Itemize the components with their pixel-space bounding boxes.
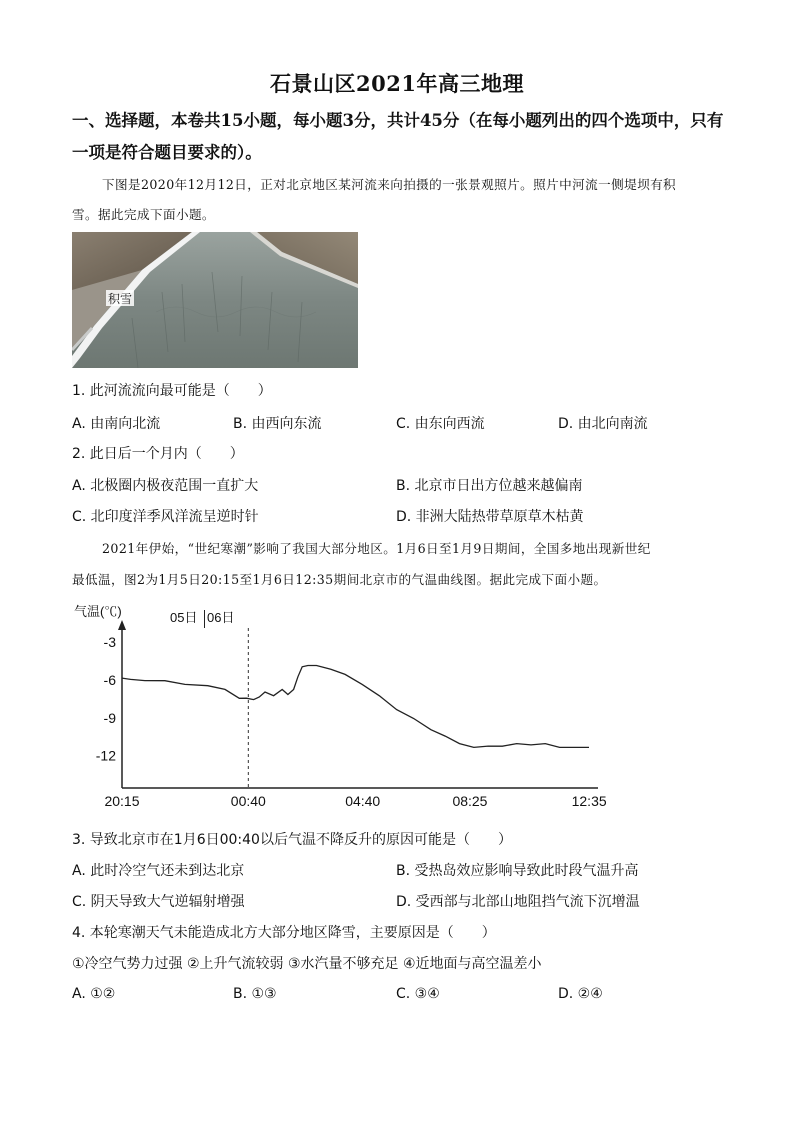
y-axis-arrow <box>118 620 126 630</box>
q4-option-b: B. ①③ <box>233 986 277 1002</box>
q4-option-c: C. ③④ <box>396 986 440 1002</box>
q3-option-a: A. 此时冷空气还未到达北京 <box>72 863 245 879</box>
q3-option-d: D. 受西部与北部山地阻挡气流下沉增温 <box>396 894 640 910</box>
x-tick-label: 20:15 <box>104 793 140 809</box>
q3-option-b: B. 受热岛效应影响导致此时段气温升高 <box>396 863 639 879</box>
x-tick-label: 04:40 <box>345 793 381 809</box>
x-tick-label: 12:35 <box>571 793 606 809</box>
q2-option-c: C. 北印度洋季风洋流呈逆时针 <box>72 509 259 525</box>
intro1-line1: 下图是2020年12月12日，正对北京地区某河流来向拍摄的一张景观照片。照片中河流一侧堤坝有积 <box>102 177 677 192</box>
y-tick-label: -12 <box>95 747 116 764</box>
section-heading-line1: 一、选择题，本卷共15小题，每小题3分，共计45分（在每小题列出的四个选项中，只有 <box>72 111 724 130</box>
temperature-chart-svg <box>66 600 606 810</box>
section-heading-line2: 一项是符合题目要求的）。 <box>72 143 262 162</box>
y-tick-label: -9 <box>103 709 116 726</box>
q2-option-a: A. 北极圈内极夜范围一直扩大 <box>72 478 259 494</box>
q1-option-b: B. 由西向东流 <box>233 416 322 432</box>
x-tick-label: 08:25 <box>452 793 488 809</box>
temperature-series-line <box>122 666 589 748</box>
q2-option-d: D. 非洲大陆热带草原草木枯黄 <box>396 509 584 525</box>
divider-label-06: 06日 <box>207 610 235 625</box>
q3-option-c: C. 阴天导致大气逆辐射增强 <box>72 894 245 910</box>
q2-stem: 2. 此日后一个月内（ ） <box>72 446 244 462</box>
intro2-line1: 2021年伊始，“世纪寒潮”影响了我国大部分地区。1月6日至1月9日期间，全国多地出现新世纪 <box>102 541 651 556</box>
y-tick-label: -6 <box>103 672 116 688</box>
y-axis-label: 气温(℃) <box>74 604 122 619</box>
q1-option-d: D. 由北向南流 <box>558 416 648 432</box>
q1-option-c: C. 由东向西流 <box>396 416 485 432</box>
q2-option-b: B. 北京市日出方位越来越偏南 <box>396 478 583 494</box>
q1-stem: 1. 此河流流向最可能是（ ） <box>72 383 272 399</box>
divider-label-05: 05日 <box>170 610 198 625</box>
intro1-line2: 雪。据此完成下面小题。 <box>72 207 215 222</box>
river-photo-drawing <box>72 232 358 368</box>
y-tick-label: -3 <box>103 634 116 651</box>
q1-option-a: A. 由南向北流 <box>72 416 161 432</box>
q4-option-d: D. ②④ <box>558 986 603 1002</box>
intro2-line2: 最低温，图2为1月5日20:15至1月6日12:35期间北京市的气温曲线图。据此完成下面小题。 <box>72 572 607 587</box>
river-photo <box>72 232 358 368</box>
q4-stem: 4. 本轮寒潮天气未能造成北方大部分地区降雪，主要原因是（ ） <box>72 925 496 941</box>
snow-label: 积雪 <box>108 292 133 306</box>
x-tick-label: 00:40 <box>230 793 266 809</box>
page-title: 石景山区2021年高三地理 <box>270 71 524 96</box>
q3-stem: 3. 导致北京市在1月6日00:40以后气温不降反升的原因可能是（ ） <box>72 832 512 848</box>
temperature-chart <box>66 600 606 810</box>
q4-option-a: A. ①② <box>72 986 116 1002</box>
q4-items: ①冷空气势力过强 ②上升气流较弱 ③水汽量不够充足 ④近地面与高空温差小 <box>72 956 542 972</box>
